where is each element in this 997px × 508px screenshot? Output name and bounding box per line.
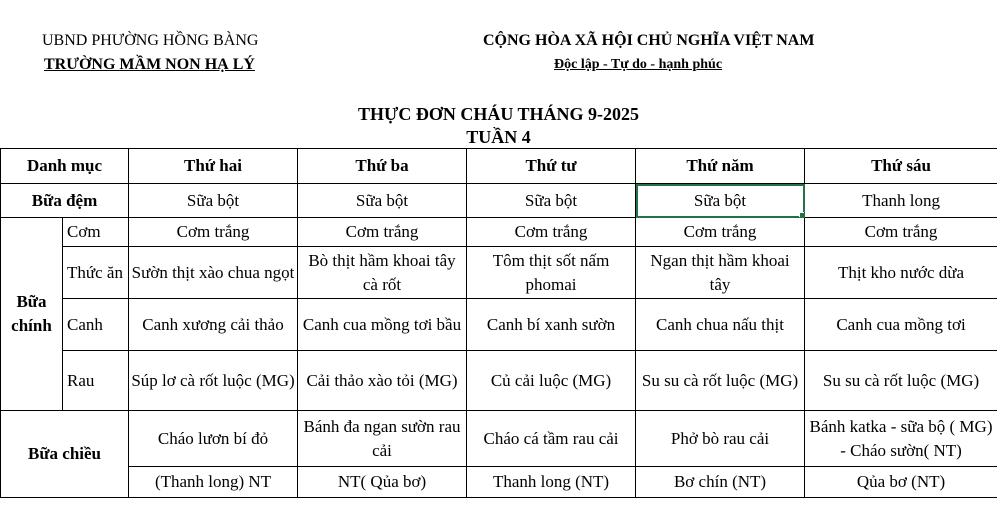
main-meal-label[interactable]: Bữa chính: [1, 218, 63, 411]
menu-cell[interactable]: Tôm thịt sốt nấm phomai: [467, 247, 636, 299]
main-row-soup: [1, 299, 997, 351]
menu-cell[interactable]: Bò thịt hầm khoai tây cà rốt: [298, 247, 467, 299]
afternoon-row-1: [1, 411, 997, 467]
row-label[interactable]: Thức ăn: [63, 247, 129, 299]
menu-cell[interactable]: Cơm trắng: [298, 218, 467, 247]
menu-cell[interactable]: Bơ chín (NT): [636, 467, 805, 498]
ward-name: UBND PHƯỜNG HỒNG BÀNG: [42, 32, 259, 49]
day-header[interactable]: Thứ tư: [467, 149, 636, 184]
menu-cell[interactable]: NT( Qủa bơ): [298, 467, 467, 498]
snack-row: [1, 184, 997, 218]
menu-title: THỰC ĐƠN CHÁU THÁNG 9-2025: [357, 104, 639, 124]
main-row-dish: [1, 247, 997, 299]
menu-cell[interactable]: Ngan thịt hầm khoai tây: [636, 247, 805, 299]
menu-cell[interactable]: Cơm trắng: [129, 218, 298, 247]
menu-cell[interactable]: Cơm trắng: [467, 218, 636, 247]
menu-cell[interactable]: Củ cải luộc (MG): [467, 351, 636, 411]
menu-cell[interactable]: Sữa bột: [129, 184, 298, 218]
day-header[interactable]: Thứ hai: [129, 149, 298, 184]
menu-cell[interactable]: Phở bò rau cải: [636, 411, 805, 467]
menu-cell[interactable]: Cơm trắng: [636, 218, 805, 247]
menu-cell[interactable]: Canh xương cải thảo: [129, 299, 298, 351]
selected-cell[interactable]: [636, 184, 805, 218]
row-label[interactable]: Cơm: [63, 218, 129, 247]
menu-table: [0, 148, 997, 498]
fill-handle[interactable]: [799, 212, 805, 218]
days-header-row: [1, 149, 997, 184]
afternoon-row-2: [1, 467, 997, 498]
menu-cell[interactable]: Sườn thịt xào chua ngọt: [129, 247, 298, 299]
menu-cell[interactable]: Bánh katka - sữa bộ ( MG) - Cháo sườn( NT): [805, 411, 997, 467]
national-motto: Độc lập - Tự do - hạnh phúc: [554, 57, 723, 72]
menu-cell[interactable]: Bánh đa ngan sườn rau cải: [298, 411, 467, 467]
main-row-rice: [1, 218, 997, 247]
week-label: TUẦN 4: [466, 127, 531, 147]
menu-cell[interactable]: Su su cà rốt luộc (MG): [805, 351, 997, 411]
menu-cell[interactable]: Canh cua mồng tơi: [805, 299, 997, 351]
menu-cell[interactable]: Thanh long (NT): [467, 467, 636, 498]
menu-cell[interactable]: Canh bí xanh sườn: [467, 299, 636, 351]
day-header[interactable]: Thứ năm: [636, 149, 805, 184]
menu-cell[interactable]: Canh chua nấu thịt: [636, 299, 805, 351]
menu-cell[interactable]: Sữa bột: [298, 184, 467, 218]
menu-cell[interactable]: Canh cua mồng tơi bầu: [298, 299, 467, 351]
category-header[interactable]: Danh mục: [1, 149, 129, 184]
menu-cell[interactable]: Cơm trắng: [805, 218, 997, 247]
menu-cell[interactable]: Su su cà rốt luộc (MG): [636, 351, 805, 411]
menu-cell[interactable]: Sữa bột: [467, 184, 636, 218]
menu-cell[interactable]: (Thanh long) NT: [129, 467, 298, 498]
menu-cell[interactable]: Cháo lươn bí đỏ: [129, 411, 298, 467]
day-header[interactable]: Thứ sáu: [805, 149, 997, 184]
menu-cell-text: Sữa bột: [693, 190, 747, 210]
republic-title: CỘNG HÒA XÃ HỘI CHỦ NGHĨA VIỆT NAM: [483, 32, 815, 49]
menu-cell[interactable]: Thanh long: [805, 184, 997, 218]
menu-cell[interactable]: Cải thảo xào tỏi (MG): [298, 351, 467, 411]
menu-cell[interactable]: Qủa bơ (NT): [805, 467, 997, 498]
row-label[interactable]: Canh: [63, 299, 129, 351]
row-label[interactable]: Rau: [63, 351, 129, 411]
menu-cell[interactable]: Súp lơ cà rốt luộc (MG): [129, 351, 298, 411]
snack-label[interactable]: Bữa đệm: [1, 184, 129, 218]
menu-cell[interactable]: Cháo cá tầm rau cải: [467, 411, 636, 467]
day-header[interactable]: Thứ ba: [298, 149, 467, 184]
menu-cell[interactable]: Thịt kho nước dừa: [805, 247, 997, 299]
afternoon-label[interactable]: Bữa chiều: [1, 411, 129, 498]
school-name: TRƯỜNG MẦM NON HẠ LÝ: [44, 56, 255, 73]
main-row-veg: [1, 351, 997, 411]
